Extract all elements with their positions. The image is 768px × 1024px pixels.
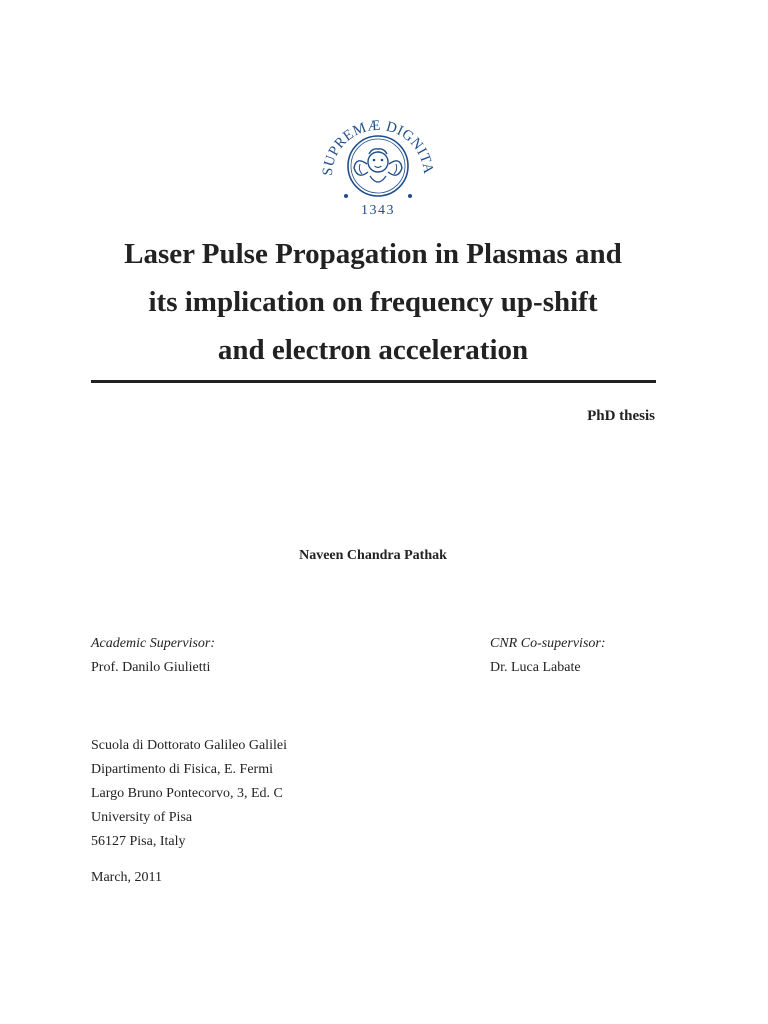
cnr-co-supervisor-role: CNR Co-supervisor:	[490, 636, 606, 651]
address-line-2: Dipartimento di Fisica, E. Fermi	[91, 762, 273, 777]
seal-year: 1343	[361, 203, 395, 218]
thesis-type: PhD thesis	[587, 408, 655, 424]
university-seal-icon	[316, 106, 440, 218]
seal-motto: SUPREMÆ DIGNITA	[319, 117, 436, 177]
title-line-3: and electron acceleration	[217, 334, 529, 366]
address-line-5: 56127 Pisa, Italy	[91, 834, 186, 849]
author-name: Naveen Chandra Pathak	[299, 548, 447, 563]
title-rule	[91, 380, 656, 383]
cnr-co-supervisor-name: Dr. Luca Labate	[490, 660, 581, 675]
address-line-1: Scuola di Dottorato Galileo Galilei	[91, 738, 287, 753]
address-line-3: Largo Bruno Pontecorvo, 3, Ed. C	[91, 786, 283, 801]
cnr-co-supervisor	[490, 632, 606, 680]
thesis-date: March, 2011	[91, 870, 163, 885]
academic-supervisor-role: Academic Supervisor:	[91, 636, 216, 651]
academic-supervisor-name: Prof. Danilo Giulietti	[91, 660, 211, 675]
svg-text:IN SUPREMÆ DIGNITATIS	[316, 106, 436, 176]
institution-address	[91, 734, 287, 854]
address-line-4: University of Pisa	[91, 810, 193, 825]
academic-supervisor	[91, 632, 215, 680]
title-line-1: Laser Pulse Propagation in Plasmas and	[124, 238, 622, 270]
thesis-title	[60, 230, 686, 374]
title-line-2: its implication on frequency up-shift	[148, 286, 598, 318]
